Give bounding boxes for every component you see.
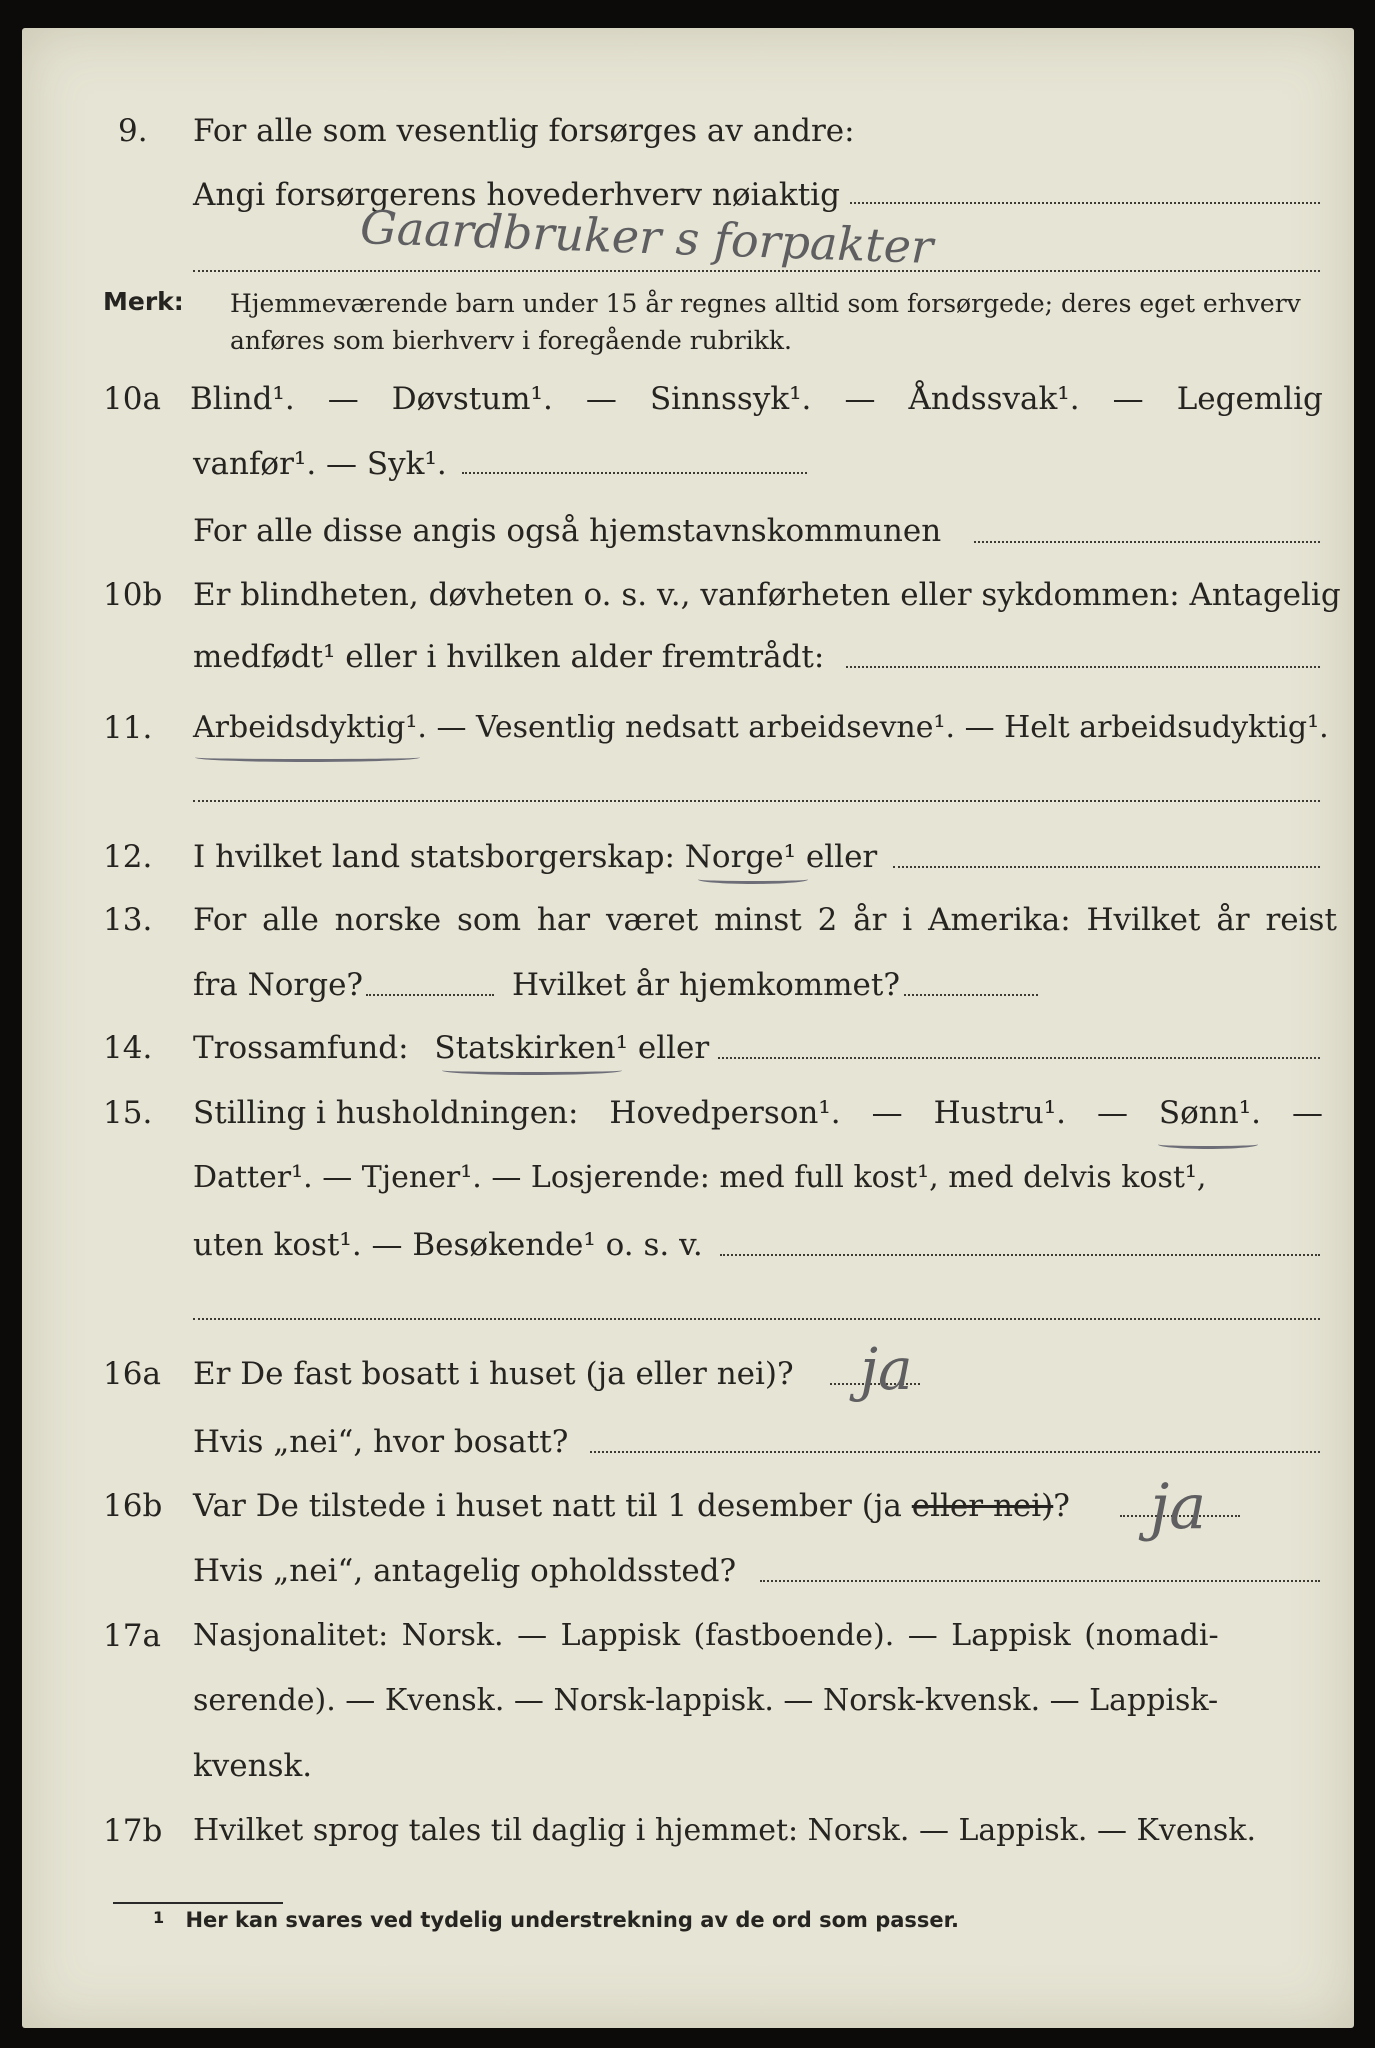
q16a-line1	[0, 1349, 1375, 1399]
q17b-text: Hvilket sprog tales til daglig i hjemmet: Norsk. — Lappisk. — Kvensk.	[193, 1813, 1257, 1848]
q15-text2: Datter¹. — Tjener¹. — Losjerende: med full kost¹, med delvis kost¹,	[193, 1160, 1207, 1195]
q15-text3: uten kost¹. — Besøkende¹ o. s. v.	[193, 1227, 703, 1263]
q12-answer-line	[893, 866, 1320, 868]
dash: —	[844, 381, 876, 417]
q17a-line3	[0, 1741, 1375, 1791]
q14-question: Trossamfund:	[193, 1030, 409, 1066]
q13-text: For alle norske som har været minst 2 år i Amerika: Hvilket år reist	[193, 902, 1337, 938]
q12-answer-norge: Norge¹	[684, 839, 797, 875]
q9-line1	[0, 106, 1375, 156]
dash: —	[327, 381, 359, 417]
q10a-number: 10a	[103, 381, 161, 417]
dash: —	[871, 1095, 903, 1131]
q16a-text2: Hvis „nei“, hvor bosatt?	[193, 1424, 569, 1460]
footnote-text: Her kan svares ved tydelig understrekning av de ord som passer.	[185, 1908, 959, 1932]
q9-answer-line	[850, 202, 1320, 204]
merk-text-line1: Hjemmeværende barn under 15 år regnes alltid som forsørgede; deres eget erhverv	[230, 289, 1301, 318]
q16b-line2	[0, 1546, 1375, 1596]
q10a-text2: vanfør¹. — Syk¹.	[193, 446, 447, 482]
q13-text2a: fra Norge?	[193, 967, 364, 1003]
q10a-line1	[0, 374, 1375, 424]
q15-number: 15.	[103, 1095, 153, 1131]
option-hovedperson: Hovedperson¹.	[609, 1095, 841, 1131]
option-andssvak: Åndssvak¹.	[908, 381, 1080, 417]
q16b-text	[193, 1481, 1070, 1531]
q11-answer-line	[193, 800, 1320, 802]
q12-answer-underline	[698, 875, 808, 884]
q15-line3	[0, 1220, 1375, 1270]
q10b-answer-line	[846, 666, 1320, 668]
q15-question: Stilling i husholdningen:	[193, 1095, 579, 1131]
q17a-line1	[0, 1611, 1375, 1661]
q13-year-left-line	[366, 994, 494, 996]
q11-line1	[0, 703, 1375, 753]
q16b-number: 16b	[103, 1488, 163, 1524]
q12-line	[0, 832, 1375, 882]
q9-text: For alle som vesentlig forsørges av andre:	[193, 113, 855, 149]
q9-handwritten-answer: Gaardbruker s forpakter	[359, 200, 934, 274]
q16a-handwritten-answer: ja	[860, 1335, 913, 1403]
q16a-text: Er De fast bosatt i huset (ja eller nei)?	[193, 1356, 794, 1392]
q16b-handwritten-answer: ja	[1150, 1470, 1207, 1543]
q13-line2	[0, 960, 1375, 1010]
q14-answer-line	[718, 1057, 1320, 1059]
q16b-question-mark: ?	[1053, 1488, 1070, 1524]
footnote-mark: 1	[153, 1908, 165, 1927]
q9-number: 9.	[118, 113, 148, 149]
q10b-text2: medfødt¹ eller i hvilken alder fremtrådt:	[193, 639, 825, 675]
q13-text2b: Hvilket år hjemkommet?	[512, 967, 900, 1003]
q15-answer-line	[720, 1254, 1320, 1256]
q14-line	[0, 1023, 1375, 1073]
q17a-number: 17a	[103, 1618, 161, 1654]
q11-text: Arbeidsdyktig¹. — Vesentlig nedsatt arbeidsevne¹. — Helt arbeidsudyktig¹.	[193, 710, 1329, 745]
option-hustru: Hustru¹.	[933, 1095, 1066, 1131]
q16a-line2	[0, 1417, 1375, 1467]
option-sinnssyk: Sinnssyk¹.	[649, 381, 812, 417]
dash: —	[1096, 1095, 1128, 1131]
q15-answer-line2	[193, 1318, 1320, 1320]
q14-text	[193, 1023, 709, 1073]
footnote	[153, 1908, 959, 1932]
q16b-text2: Hvis „nei“, antagelig opholdssted?	[193, 1553, 737, 1589]
option-dovstum: Døvstum¹.	[391, 381, 553, 417]
q11-answer-underline	[195, 753, 420, 762]
q12-number: 12.	[103, 839, 153, 875]
merk-label: Merk:	[103, 287, 184, 316]
q10b-text: Er blindheten, døvheten o. s. v., vanførheten eller sykdommen: Antagelig	[193, 577, 1341, 613]
q17a-text2: serende). — Kvensk. — Norsk-lappisk. — Norsk-kvensk. — Lappisk-	[193, 1683, 1219, 1718]
q16b-struck-text: eller nei)	[911, 1488, 1054, 1524]
q9-answer-line2	[193, 270, 1320, 272]
q13-year-return-line	[904, 994, 1038, 996]
q15-answer-underline	[1158, 1140, 1258, 1149]
q10b-line1	[0, 570, 1375, 620]
q16b-answer-line2	[760, 1580, 1320, 1582]
q10a-answer-line2	[974, 541, 1320, 543]
q17a-line2	[0, 1676, 1375, 1726]
q15-options	[193, 1088, 1323, 1138]
option-sonn: Sønn¹.	[1158, 1095, 1262, 1131]
q12-eller: eller	[805, 839, 878, 875]
q9-text2: Angi forsørgerens hovederhverv nøiaktig	[193, 177, 840, 213]
option-blind: Blind¹.	[190, 381, 295, 417]
q13-line1	[0, 895, 1375, 945]
q14-answer-statskirken: Statskirken¹	[434, 1030, 628, 1066]
q10b-line2	[0, 632, 1375, 682]
option-legemlig: Legemlig	[1176, 381, 1323, 417]
footnote-rule	[113, 1902, 283, 1904]
q12-question: I hvilket land statsborgerskap:	[193, 839, 675, 875]
q10a-answer-line	[462, 472, 807, 474]
q10a-text3: For alle disse angis også hjemstavnskommunen	[193, 513, 942, 549]
q15-line2	[0, 1153, 1375, 1203]
q17b-line1	[0, 1806, 1375, 1856]
q15-line1	[0, 1088, 1375, 1138]
q14-number: 14.	[103, 1030, 153, 1066]
q16a-answer-line2	[590, 1451, 1320, 1453]
q11-number: 11.	[103, 710, 153, 746]
q14-answer-underline	[442, 1066, 622, 1075]
q17a-text3: kvensk.	[193, 1748, 313, 1784]
dash: —	[1112, 381, 1144, 417]
merk-text-line2: anføres som bierhverv i foregående rubrikk.	[230, 326, 792, 355]
q16a-number: 16a	[103, 1356, 161, 1392]
q17b-number: 17b	[103, 1813, 163, 1849]
q10b-number: 10b	[103, 577, 163, 613]
q17a-text: Nasjonalitet: Norsk. — Lappisk (fastboende). — Lappisk (nomadi-	[193, 1618, 1219, 1653]
q10a-line2	[0, 439, 1375, 489]
dash: —	[585, 381, 617, 417]
q14-eller: eller	[637, 1030, 710, 1066]
dash: —	[1291, 1095, 1323, 1131]
q10a-line3	[0, 506, 1375, 556]
q16b-question: Var De tilstede i huset natt til 1 desember (ja	[193, 1488, 902, 1524]
q10a-options	[190, 374, 1323, 424]
q13-number: 13.	[103, 902, 153, 938]
